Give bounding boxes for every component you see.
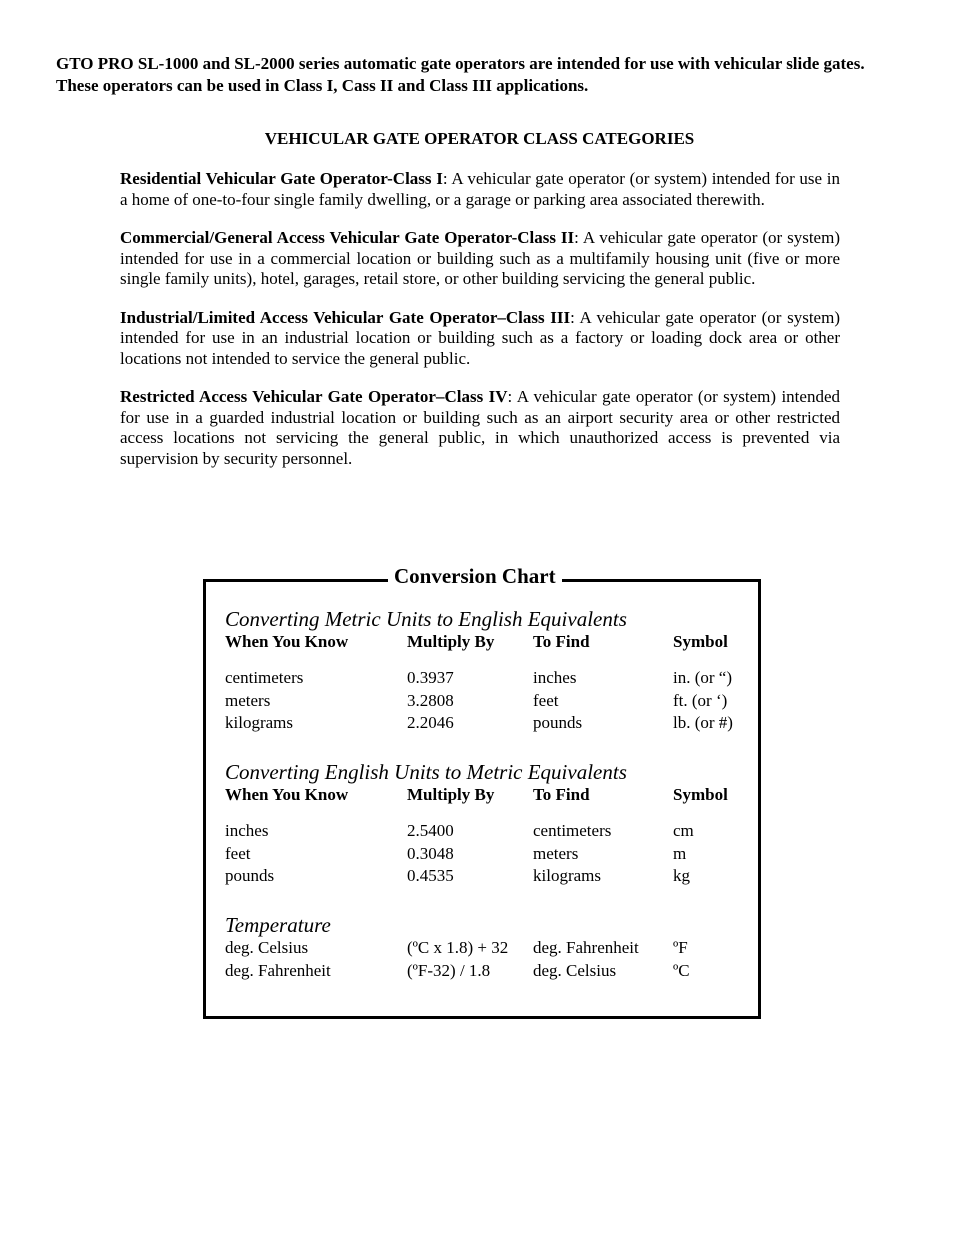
cell-target: inches <box>533 668 577 688</box>
cell-unit: centimeters <box>225 668 304 688</box>
table-row <box>225 820 750 842</box>
table-header-row <box>225 784 750 806</box>
header-symbol: Symbol <box>673 632 728 651</box>
definition-class-2 <box>120 228 840 290</box>
header-symbol: Symbol <box>673 785 728 805</box>
section-title: VEHICULAR GATE OPERATOR CLASS CATEGORIES <box>264 129 695 148</box>
cell-symbol: ft. (or ‘) <box>673 690 728 710</box>
cell-target: deg. Celsius <box>533 960 617 980</box>
table-header-row <box>225 631 750 653</box>
header-when-you-know: When You Know <box>225 785 349 805</box>
cell-factor: 2.5400 <box>407 821 454 841</box>
header-multiply-by: Multiply By <box>407 632 495 651</box>
definition-term: Industrial/Limited Access Vehicular Gate Operator–Class III <box>120 307 571 327</box>
table-row <box>225 960 750 982</box>
definition-class-3 <box>120 308 840 370</box>
cell-factor: 0.3048 <box>407 843 454 863</box>
cell-symbol: in. (or “) <box>673 668 733 688</box>
definition-class-4 <box>120 387 840 469</box>
table-row <box>225 690 750 712</box>
spacer <box>225 734 750 760</box>
conversion-chart-title: Conversion Chart <box>388 564 562 588</box>
cell-formula: (ºF-32) / 1.8 <box>407 960 491 980</box>
table-row <box>225 865 750 887</box>
definition-text: : A vehicular gate operator (or system) intended for use in a guarded industrial location or building such as an airport security area or other restricted access locations not servicing the general public, in which unauthorized access is prevented via supervision by security personnel. <box>120 387 840 468</box>
cell-factor: 3.2808 <box>407 690 454 710</box>
header-multiply-by: Multiply By <box>407 785 495 805</box>
cell-symbol: ºF <box>673 938 688 958</box>
cell-unit: inches <box>225 821 269 841</box>
definition-class-1 <box>120 169 840 210</box>
cell-target: centimeters <box>533 821 612 841</box>
header-to-find: To Find <box>533 632 590 651</box>
definition-term: Restricted Access Vehicular Gate Operator–Class IV <box>120 387 508 406</box>
cell-symbol: kg <box>673 866 690 886</box>
cell-unit: deg. Fahrenheit <box>225 960 331 980</box>
definition-term: Commercial/General Access Vehicular Gate Operator-Class II <box>120 228 575 247</box>
cell-symbol: cm <box>673 821 694 841</box>
cell-unit: pounds <box>225 866 275 886</box>
cell-target: feet <box>533 690 559 710</box>
conversion-chart-content <box>225 607 750 982</box>
definition-text: : A vehicular gate operator (or system) intended for use in a commercial location or building such as a multifamily housing unit (five or more single family units), hotel, garages, retail store, or other building servicing the general public. <box>120 228 840 288</box>
cell-target: deg. Fahrenheit <box>533 938 639 958</box>
temperature-title: Temperature <box>225 913 331 938</box>
cell-symbol: lb. (or #) <box>673 712 733 732</box>
metric-to-english-title: Converting Metric Units to English Equivalents <box>225 607 627 631</box>
cell-formula: (ºC x 1.8) + 32 <box>407 938 509 958</box>
header-when-you-know: When You Know <box>225 632 349 651</box>
cell-symbol: m <box>673 843 687 863</box>
cell-unit: deg. Celsius <box>225 938 309 958</box>
cell-target: kilograms <box>533 866 601 886</box>
conversion-chart-box <box>203 579 761 1019</box>
definition-text: : A vehicular gate operator (or system) intended for use in a home of one-to-four single family dwelling, or a garage or parking area associated therewith. <box>120 169 840 209</box>
class-definitions <box>120 169 840 487</box>
definition-text: : A vehicular gate operator (or system) intended for use in an industrial location or building such as a factory or loading dock area or other locations not intended to service the general public. <box>120 307 840 368</box>
cell-unit: kilograms <box>225 712 293 732</box>
cell-unit: meters <box>225 690 271 710</box>
table-row <box>225 667 750 689</box>
table-row <box>225 712 750 734</box>
cell-symbol: ºC <box>673 960 690 980</box>
cell-target: pounds <box>533 712 583 732</box>
intro-paragraph: GTO PRO SL-1000 and SL-2000 series automatic gate operators are intended for use with vehicular slide gates. These operators can be used in Class I, Cass II and Class III applications. <box>56 54 865 95</box>
cell-factor: 0.4535 <box>407 866 454 886</box>
english-to-metric-title: Converting English Units to Metric Equivalents <box>225 760 627 785</box>
table-row <box>225 937 750 959</box>
cell-factor: 2.2046 <box>407 712 454 732</box>
cell-target: meters <box>533 843 579 863</box>
cell-unit: feet <box>225 843 251 863</box>
definition-term: Residential Vehicular Gate Operator-Class I <box>120 169 443 188</box>
cell-factor: 0.3937 <box>407 668 454 688</box>
table-row <box>225 843 750 865</box>
header-to-find: To Find <box>533 785 590 805</box>
spacer <box>225 887 750 913</box>
